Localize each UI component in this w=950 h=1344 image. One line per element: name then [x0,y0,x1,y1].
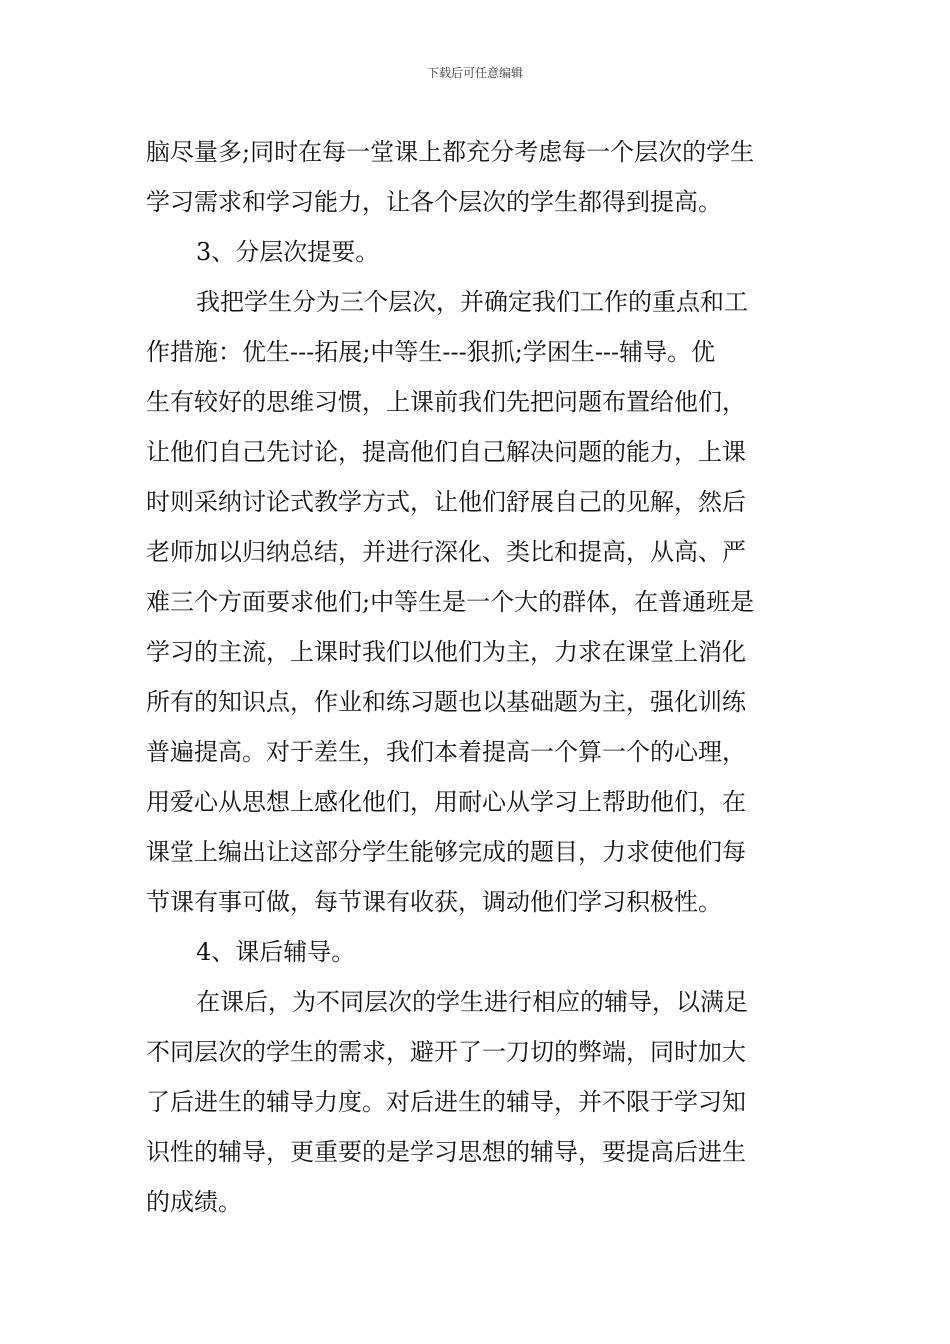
section-heading-3 [146,227,816,277]
text-line: 作措施：优生---拓展;中等生---狠抓;学困生---辅导。优 [146,338,716,366]
paragraph-after-class-tutoring [146,977,816,1227]
text-line: 让他们自己先讨论，提高他们自己解决问题的能力，上课 [146,438,746,466]
text-line: 节课有事可做，每节课有收获，调动他们学习积极性。 [146,888,722,916]
text-line: 了后进生的辅导力度。对后进生的辅导，并不限于学习知 [146,1088,746,1116]
text-line: 用爱心从思想上感化他们，用耐心从学习上帮助他们，在 [146,788,746,816]
text-line: 时则采纳讨论式教学方式，让他们舒展自己的见解，然后 [146,488,746,516]
text-line: 学习的主流，上课时我们以他们为主，力求在课堂上消化 [146,638,746,666]
heading-line: 3、分层次提要。 [196,238,380,266]
paragraph-tiered-teaching [146,277,816,927]
paragraph-continuation [146,127,816,227]
heading-line: 4、课后辅导。 [196,938,356,966]
text-line: 老师加以归纳总结，并进行深化、类比和提高，从高、严 [146,538,746,566]
text-line: 的成绩。 [146,1188,242,1216]
text-line: 生有较好的思维习惯，上课前我们先把问题布置给他们， [146,388,746,416]
text-line: 所有的知识点，作业和练习题也以基础题为主，强化训练 [146,688,746,716]
text-line: 在课后，为不同层次的学生进行相应的辅导，以满足 [196,988,748,1016]
page-header: 下载后可任意编辑 [426,66,523,80]
text-line: 不同层次的学生的需求，避开了一刀切的弊端，同时加大 [146,1038,746,1066]
text-line: 我把学生分为三个层次，并确定我们工作的重点和工 [196,288,748,316]
text-line: 难三个方面要求他们;中等生是一个大的群体，在普通班是 [146,588,755,616]
section-heading-4 [146,927,816,977]
document-body [146,127,816,1227]
text-line: 学习需求和学习能力，让各个层次的学生都得到提高。 [146,188,722,216]
text-line: 脑尽量多;同时在每一堂课上都充分考虑每一个层次的学生 [146,138,755,166]
text-line: 普遍提高。对于差生，我们本着提高一个算一个的心理， [146,738,746,766]
text-line: 课堂上编出让这部分学生能够完成的题目，力求使他们每 [146,838,746,866]
text-line: 识性的辅导，更重要的是学习思想的辅导，要提高后进生 [146,1138,746,1166]
